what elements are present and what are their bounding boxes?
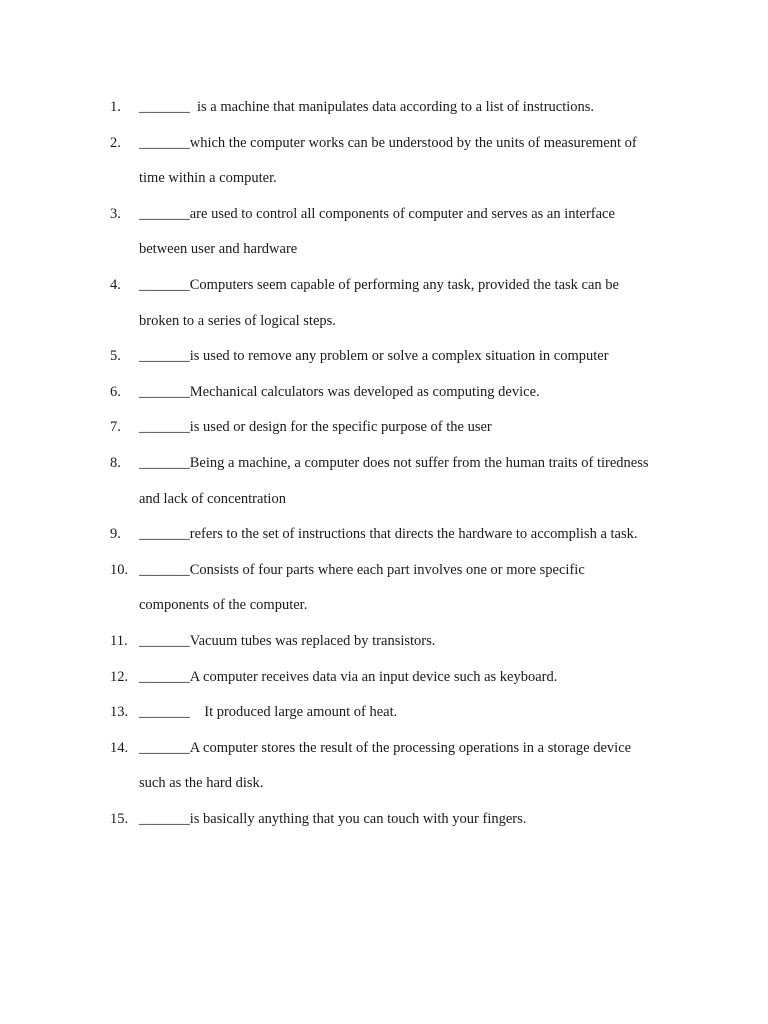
question-body: [139, 660, 650, 696]
question-body: [139, 268, 650, 339]
question-body: [139, 624, 650, 660]
answer-blank: _______: [139, 668, 190, 685]
question-number: 6.: [110, 383, 121, 400]
question-number: 5.: [110, 348, 121, 365]
question-text: is basically anything that you can touch with your fingers.: [189, 810, 527, 827]
answer-blank: _______: [139, 632, 190, 649]
answer-blank: _______: [139, 704, 190, 721]
question-body: [139, 126, 650, 197]
answer-blank: _______: [139, 348, 190, 365]
answer-blank: _______: [139, 134, 190, 151]
question-body: [139, 731, 650, 802]
question-text: is used to remove any problem or solve a complex situation in computer: [189, 348, 609, 365]
answer-blank: _______: [139, 276, 190, 293]
question-item: [110, 731, 650, 802]
question-text: are used to control all components of computer and serves as an interface between user and hardware: [139, 205, 619, 258]
question-body: [139, 410, 650, 446]
question-body: [139, 197, 650, 268]
question-text: Mechanical calculators was developed as computing device.: [189, 383, 540, 400]
question-number: 1.: [110, 99, 121, 115]
question-body: [139, 375, 650, 411]
answer-blank: _______: [139, 810, 190, 827]
question-body: [139, 695, 650, 731]
question-body: [139, 553, 650, 624]
question-body: [139, 446, 653, 517]
question-text: Being a machine, a computer does not suffer from the human traits of tiredness and lack of concentration: [139, 454, 653, 507]
question-number: 14.: [110, 739, 129, 756]
answer-blank: _______: [139, 205, 190, 222]
question-item: [110, 517, 650, 553]
question-number: 9.: [110, 526, 121, 543]
question-item: [110, 126, 650, 197]
question-number: 10.: [110, 561, 129, 578]
answer-blank: _______: [139, 99, 194, 115]
question-item: [110, 660, 650, 696]
question-number: 7.: [110, 419, 121, 436]
question-text: refers to the set of instructions that directs the hardware to accomplish a task.: [189, 526, 638, 543]
question-item: [110, 802, 650, 838]
answer-blank: _______: [139, 561, 190, 578]
question-item: [110, 446, 653, 517]
question-body: [139, 517, 650, 553]
question-number: 11.: [110, 632, 128, 649]
question-text: A computer receives data via an input device such as keyboard.: [189, 668, 558, 685]
question-item: [110, 695, 650, 731]
question-number: 12.: [110, 668, 129, 685]
question-text: is a machine that manipulates data according to a list of instructions.: [193, 99, 595, 115]
question-item: [110, 339, 650, 375]
question-number: 8.: [110, 454, 121, 471]
question-number: 3.: [110, 205, 121, 222]
question-text: Consists of four parts where each part involves one or more specific components of the computer.: [139, 561, 589, 614]
question-text: A computer stores the result of the processing operations in a storage device such as the hard disk.: [139, 739, 635, 792]
question-text: It produced large amount of heat.: [189, 704, 398, 721]
question-text: Computers seem capable of performing any task, provided the task can be broken to a series of logical steps.: [139, 276, 623, 329]
question-item: [110, 268, 650, 339]
answer-blank: _______: [139, 454, 190, 471]
answer-blank: _______: [139, 526, 190, 543]
question-number: 4.: [110, 276, 121, 293]
answer-blank: _______: [139, 383, 190, 400]
question-item: [110, 553, 650, 624]
question-item: [110, 410, 650, 446]
answer-blank: _______: [139, 419, 190, 436]
question-text: is used or design for the specific purpose of the user: [189, 419, 492, 436]
question-item: [110, 90, 650, 126]
answer-blank: _______: [139, 739, 190, 756]
question-body: [139, 90, 650, 126]
question-list: [110, 90, 653, 837]
question-item: [110, 624, 650, 660]
question-body: [139, 339, 650, 375]
question-body: [139, 802, 650, 838]
question-item: [110, 197, 650, 268]
question-text: which the computer works can be understood by the units of measurement of time within a computer.: [139, 134, 641, 187]
question-item: [110, 375, 650, 411]
question-text: Vacuum tubes was replaced by transistors.: [189, 632, 436, 649]
question-number: 13.: [110, 704, 129, 721]
question-number: 2.: [110, 134, 121, 151]
question-number: 15.: [110, 810, 129, 827]
